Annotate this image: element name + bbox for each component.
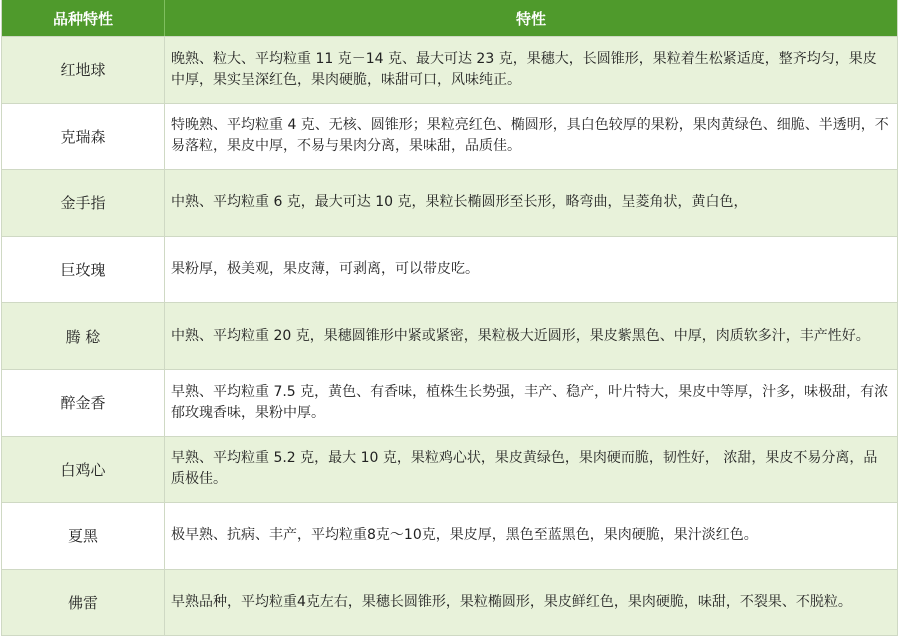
variety-name: 克瑞森: [2, 104, 165, 170]
variety-description: 早熟、平均粒重 7.5 克，黄色、有香味，植株生长势强，丰产、稳产，叶片特大，果皮中等厚，汁多，味极甜，有浓郁玫瑰香味，果粉中厚。: [171, 383, 889, 421]
variety-description: 早熟品种，平均粒重4克左右，果穗长圆锥形，果粒椭圆形，果皮鲜红色，果肉硬脆，味甜，不裂果、不脱粒。: [171, 594, 852, 611]
table-row: [2, 103, 897, 170]
table-row: [2, 369, 897, 436]
variety-name: 巨玫瑰: [2, 237, 165, 303]
variety-name: 金手指: [2, 170, 165, 236]
variety-description: 果粉厚，极美观，果皮薄，可剥离，可以带皮吃。: [171, 261, 479, 278]
variety-name: 白鸡心: [2, 437, 165, 503]
header-variety: 品种特性: [2, 0, 165, 36]
variety-description: 中熟、平均粒重 20 克，果穗圆锥形中紧或紧密，果粒极大近圆形，果皮紫黑色、中厚，肉质软多汁，丰产性好。: [171, 327, 870, 344]
variety-name: 腾 稔: [2, 303, 165, 369]
table-row: [2, 302, 897, 369]
table-header: [2, 0, 897, 36]
variety-table: [1, 0, 898, 636]
variety-description: 中熟、平均粒重 6 克，最大可达 10 克，果粒长椭圆形至长形，略弯曲，呈菱角状，黄白色，: [171, 194, 748, 211]
table-row: [2, 169, 897, 236]
variety-description: 特晚熟、平均粒重 4 克、无核、圆锥形；果粒亮红色、椭圆形，具白色较厚的果粉，果肉黄绿色、细脆、半透明，不易落粒，果皮中厚，不易与果肉分离，果味甜，品质佳。: [171, 117, 889, 155]
variety-description: 晚熟、粒大、平均粒重 11 克－14 克、最大可达 23 克，果穗大，长圆锥形，果粒着生松紧适度，整齐均匀，果皮中厚，果实呈深红色，果肉硬脆，味甜可口，风味纯正。: [171, 50, 877, 88]
table-row: [2, 236, 897, 303]
variety-name: 佛雷: [2, 570, 165, 636]
variety-name: 夏黑: [2, 503, 165, 569]
variety-description: 极早熟、抗病、丰产，平均粒重8克～10克，果皮厚，黑色至蓝黑色，果肉硬脆，果汁淡红色。: [171, 527, 758, 544]
table-row: [2, 36, 897, 103]
variety-name: 醉金香: [2, 370, 165, 436]
table-row: [2, 502, 897, 569]
header-characteristics: 特性: [515, 9, 546, 28]
table-row: [2, 436, 897, 503]
variety-description: 早熟、平均粒重 5.2 克，最大 10 克，果粒鸡心状，果皮黄绿色，果肉硬而脆，韧性好， 浓甜，果皮不易分离，品质极佳。: [171, 450, 878, 488]
table-row: [2, 569, 897, 636]
variety-name: 红地球: [2, 37, 165, 103]
